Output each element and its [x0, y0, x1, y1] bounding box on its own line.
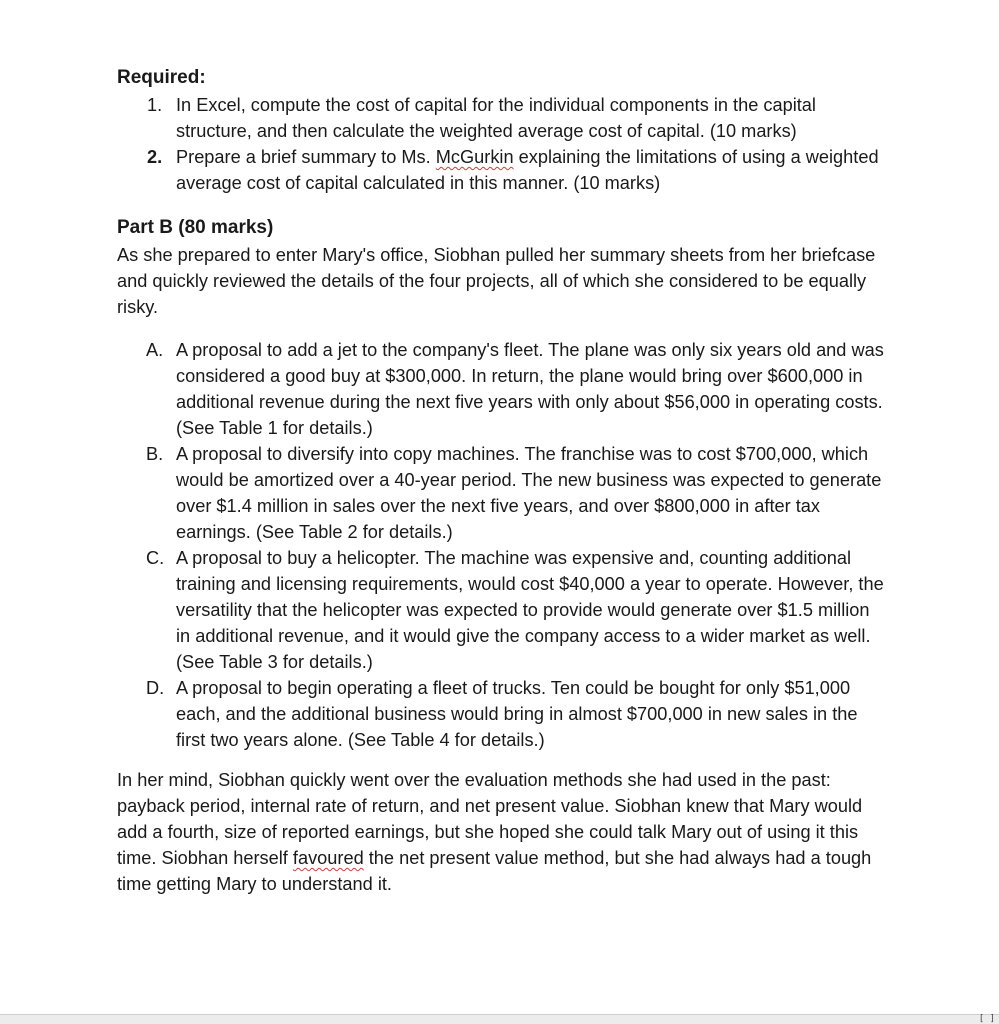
- proposal-item-a: [117, 337, 887, 441]
- part-b-heading: Part B (80 marks): [117, 217, 274, 238]
- required-item-2: [117, 144, 887, 196]
- proposal-item-c: [117, 545, 887, 675]
- required-item-number: 1.: [147, 95, 163, 115]
- proposal-letter: D.: [146, 678, 165, 698]
- proposal-text: A proposal to diversify into copy machines. The franchise was to cost $700,000, which would be amortized over a 40-year period. The new business was expected to generate over $1.4 million in sales over the next five years, and over $800,000 in after tax earnings. (See Table 2 for details.): [176, 444, 882, 542]
- proposal-text: A proposal to add a jet to the company's fleet. The plane was only six years old and was considered a good buy at $300,000. In return, the plane would bring over $600,000 in additional revenue during the next five years with only about $56,000 in operating costs. (See Table 1 for details.): [176, 340, 884, 438]
- required-item-text-start: Prepare a brief summary to Ms.: [176, 147, 436, 167]
- proposal-text: A proposal to begin operating a fleet of trucks. Ten could be bought for only $51,000 each, and the additional business would bring in almost $700,000 in new sales in the first two years alone. (See Table 4 for details.): [176, 678, 858, 750]
- required-item-1: [117, 92, 887, 144]
- closing-text-start: In her mind, Siobhan quickly went over the evaluation methods she had used in the past: payback period, internal rate of return, and net present value. Siobhan knew that Mary would add a fourth, size of reported earnings, but she hoped she could talk Mary out of using it this time. Siobhan herself: [117, 770, 863, 868]
- spellcheck-flagged-word[interactable]: McGurkin: [435, 147, 514, 167]
- horizontal-scrollbar[interactable]: [0, 1014, 999, 1024]
- part-b-intro: As she prepared to enter Mary's office, Siobhan pulled her summary sheets from her briefcase and quickly reviewed the details of the four projects, all of which she considered to be equally risky.: [117, 245, 876, 317]
- closing-paragraph: [117, 767, 887, 897]
- closing-text-end: the net present value method, but she had always had a tough time getting Mary to understand it.: [117, 848, 872, 894]
- required-heading: Required:: [117, 67, 206, 88]
- proposal-item-b: [117, 441, 887, 545]
- proposal-letter: C.: [146, 548, 165, 568]
- required-item-text-end: explaining the limitations of using a weighted average cost of capital calculated in this manner. (10 marks): [176, 147, 879, 193]
- corner-bracket-icon: [ ]: [978, 1014, 995, 1024]
- proposal-letter: A.: [146, 340, 164, 360]
- proposal-item-d: [117, 675, 887, 753]
- required-item-text: In Excel, compute the cost of capital for the individual components in the capital structure, and then calculate the weighted average cost of capital. (10 marks): [176, 95, 816, 141]
- proposal-list: [117, 337, 887, 753]
- required-list: [117, 92, 887, 196]
- spellcheck-flagged-word[interactable]: favoured: [292, 848, 364, 868]
- proposal-text: A proposal to buy a helicopter. The machine was expensive and, counting additional training and licensing requirements, would cost $40,000 a year to operate. However, the versatility that the helicopter was expected to provide would generate over $1.5 million in additional revenue, and it would give the company access to a wider market as well. (See Table 3 for details.): [176, 548, 884, 672]
- required-item-number: 2.: [147, 147, 163, 167]
- proposal-letter: B.: [146, 444, 164, 464]
